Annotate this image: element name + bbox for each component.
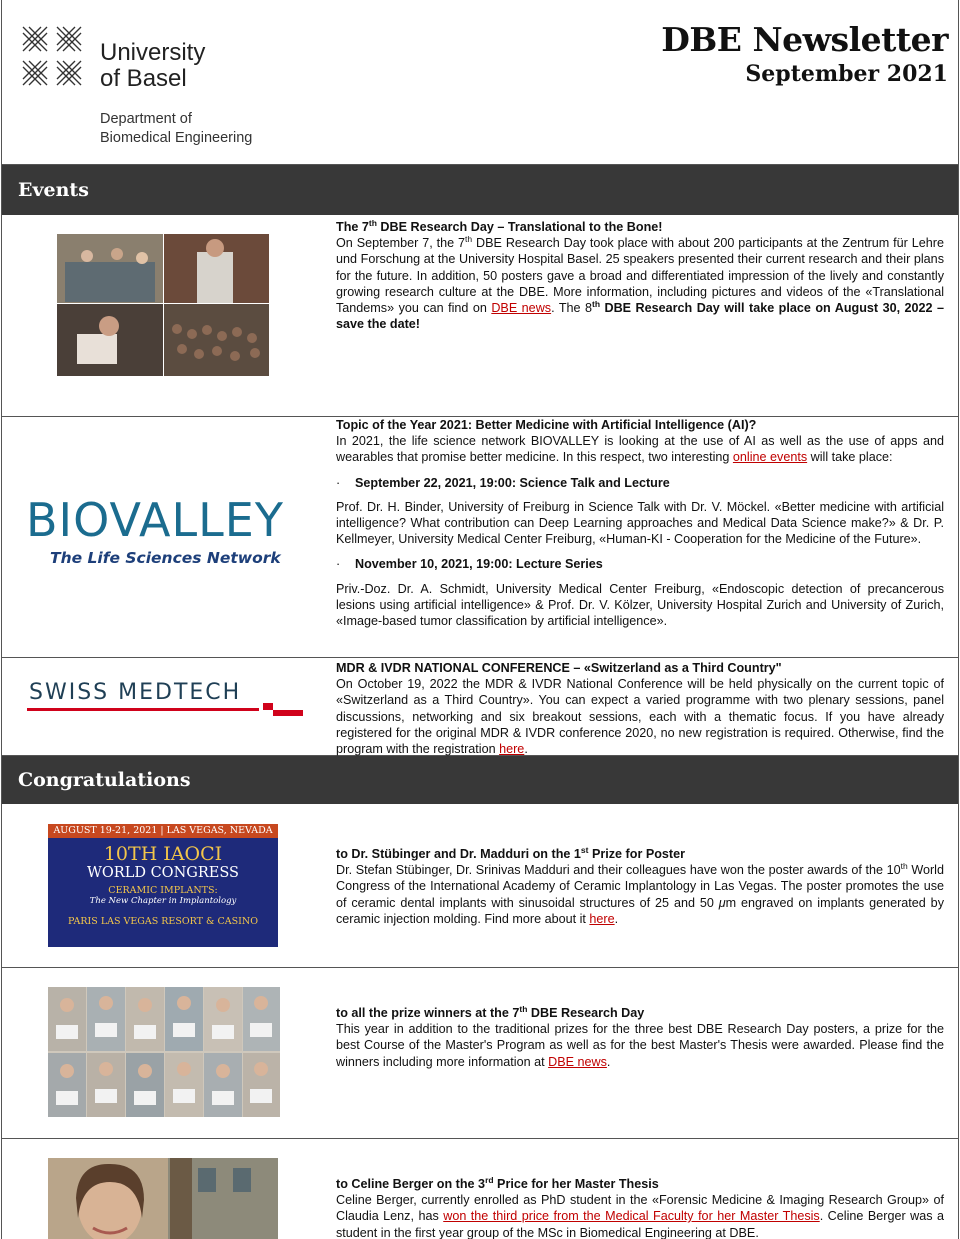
section-events bbox=[2, 165, 958, 215]
newsletter-page bbox=[1, 0, 959, 1239]
department-name bbox=[100, 110, 252, 148]
section-events-label: Events bbox=[18, 179, 89, 201]
registration-here-link[interactable]: here bbox=[499, 742, 525, 757]
iaoci-banner-date: AUGUST 19-21, 2021 | LAS VEGAS, NEVADA bbox=[48, 824, 278, 838]
biovalley-event2-text: Priv.-Doz. Dr. A. Schmidt, University Medical Center Freiburg, «Endoscopic detection of precancerous lesions using artificial intelligence» & Prof. Dr. V. Kölzer, University Hospital Zurich and University of Zurich, «Image-based tumor classification by artificial intelligence». bbox=[336, 581, 944, 629]
research-day-text bbox=[336, 219, 944, 332]
iaoci-banner-title: 10TH IAOCI bbox=[103, 843, 223, 865]
research-day-photo-collage bbox=[57, 234, 269, 376]
prize-dbe-news-link[interactable]: DBE news bbox=[548, 1054, 607, 1069]
research-day-title: The 7th DBE Research Day – Translational to the Bone! bbox=[336, 217, 663, 234]
biovalley-text bbox=[336, 417, 944, 629]
swiss-medtech-body: On October 19, 2022 the MDR & IVDR National Conference will be held physically on the current topic of «Switzerland as a Third Country». You can expect a varied programme with two plenary sessions, panel discussions, networking and six breakout sessions, each with a thematic focus. If you have already registered for the original MDR & IVDR conference 2020, no new registration is required. Otherwise, find the program with the registration here. bbox=[336, 677, 944, 757]
biovalley-logo-word: BIOVALLEY bbox=[26, 493, 284, 547]
news-item-swiss-medtech bbox=[2, 658, 958, 756]
news-item-research-day bbox=[2, 215, 958, 417]
celine-berger-title: to Celine Berger on the 3rd Price for her Master Thesis bbox=[336, 1174, 659, 1191]
prize-winners-title: to all the prize winners at the 7th DBE Research Day bbox=[336, 1003, 645, 1020]
iaoci-banner-topic2: The New Chapter in Implantology bbox=[89, 896, 237, 906]
research-day-body: On September 7, the 7th DBE Research Day took place with about 200 participants at the Zentrum für Lehre und Forschung at the University Hospital Basel. 25 speakers presented their current research and their plans for the future. In addition, 50 posters gave a broad and differentiated impression of the lively and constantly growing research culture at the DBE. More information, including pictures and videos of the «Translational Tandems» you can find on DBE news. The 8th DBE Research Day will take place on August 30, 2022 – save the date! bbox=[336, 234, 945, 332]
iaoci-body: Dr. Stefan Stübinger, Dr. Srinivas Madduri and their colleagues have won the poster awards of the 10th World Congress of the International Academy of Ceramic Implantology in Las Vegas. The poster promotes the use of ceramic dental implants with sinusoidal structures of 25 and 50 μm engraved on implants generated by ceramic injection molding. Find more about it here. bbox=[336, 861, 944, 926]
iaoci-banner-subtitle: WORLD CONGRESS bbox=[87, 865, 239, 881]
biovalley-logo-subtitle: The Life Sciences Network bbox=[50, 549, 281, 567]
prize-winners-body: This year in addition to the traditional prizes for the three best DBE Research Day posters, a prize for the best Course of the Master's Program as well as for the best Master's Thesis were awarded. Please find the winners including more information at DBE news. bbox=[336, 1022, 944, 1069]
dbe-news-link[interactable]: DBE news bbox=[491, 301, 552, 316]
iaoci-text bbox=[336, 846, 944, 927]
newsletter-title-block bbox=[661, 20, 948, 88]
news-item-celine-berger bbox=[2, 1139, 958, 1239]
news-item-prize-winners bbox=[2, 968, 958, 1139]
university-name-line2: of Basel bbox=[100, 65, 187, 92]
newsletter-header bbox=[2, 0, 958, 165]
department-line2: Biomedical Engineering bbox=[100, 130, 253, 146]
celine-berger-text bbox=[336, 1176, 944, 1239]
iaoci-congress-banner bbox=[48, 824, 278, 947]
iaoci-banner-topic: CERAMIC IMPLANTS: bbox=[108, 885, 218, 896]
news-item-iaoci-prize bbox=[2, 804, 958, 968]
swiss-medtech-logo: SWISS MEDTECH bbox=[29, 680, 242, 705]
section-congratulations bbox=[2, 756, 958, 804]
news-item-biovalley bbox=[2, 417, 958, 658]
university-logo-icon bbox=[18, 22, 86, 90]
university-name bbox=[100, 40, 205, 92]
iaoci-title: to Dr. Stübinger and Dr. Madduri on the 1st Prize for Poster bbox=[336, 844, 686, 861]
prize-winners-text bbox=[336, 1005, 944, 1070]
swiss-medtech-logo-bars bbox=[27, 701, 303, 721]
celine-berger-body: Celine Berger, currently enrolled as PhD student in the «Forensic Medicine & Imaging Research Group» of Claudia Lenz, has won the third price from the Medical Faculty for her Master Thesis. Celine Berger was a student in the first year group of the MSc in Biomedical Engineering at DBE. bbox=[336, 1193, 944, 1239]
swiss-medtech-text bbox=[336, 660, 944, 757]
biovalley-event1-text: Prof. Dr. H. Binder, University of Freiburg in Science Talk with Dr. V. Möckel. «Better medicine with artificial intelligence? What contribution can Deep Learning approaches and Medical Data Science make?» & Dr. P. Kellmeyer, University Medical Center Freiburg, «Human-KI - Cooperation for the Medicine of the Future». bbox=[336, 499, 944, 547]
celine-berger-photo bbox=[48, 1158, 278, 1239]
section-congratulations-label: Congratulations bbox=[18, 769, 191, 791]
third-price-link[interactable]: won the third price from the Medical Faculty for her Master Thesis bbox=[443, 1209, 820, 1224]
biovalley-logo bbox=[26, 495, 306, 567]
biovalley-event2-title: · November 10, 2021, 19:00: Lecture Series bbox=[336, 557, 603, 572]
biovalley-event1-title: · September 22, 2021, 19:00: Science Talk and Lecture bbox=[336, 475, 670, 490]
prize-winners-photo-collage bbox=[48, 987, 280, 1117]
newsletter-date: September 2021 bbox=[745, 61, 948, 87]
newsletter-title: DBE Newsletter bbox=[661, 20, 948, 59]
university-name-line1: University bbox=[100, 39, 206, 66]
online-events-link[interactable]: online events bbox=[732, 450, 808, 465]
biovalley-intro: In 2021, the life science network BIOVALLEY is looking at the use of AI as well as the use of apps and wearables that promise better medicine. In this respect, two interesting online events will take place: bbox=[336, 434, 944, 465]
iaoci-banner-venue: PARIS LAS VEGAS RESORT & CASINO bbox=[68, 916, 258, 927]
swiss-medtech-title: MDR & IVDR NATIONAL CONFERENCE – «Switzerland as a Third Country" bbox=[336, 661, 782, 675]
department-line1: Department of bbox=[100, 111, 192, 127]
biovalley-title: Topic of the Year 2021: Better Medicine with Artificial Intelligence (AI)? bbox=[336, 418, 757, 432]
iaoci-here-link[interactable]: here bbox=[589, 911, 615, 926]
